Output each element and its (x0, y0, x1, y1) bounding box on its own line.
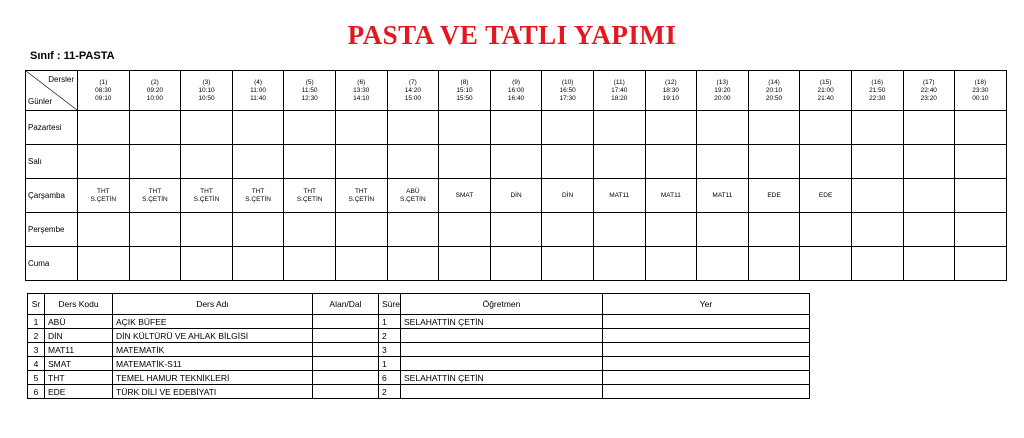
schedule-cell[interactable] (800, 247, 852, 281)
schedule-cell[interactable] (439, 179, 491, 213)
slot-header (851, 71, 903, 111)
legend-cell: 1 (379, 357, 401, 371)
schedule-cell[interactable] (851, 145, 903, 179)
schedule-cell[interactable] (284, 111, 336, 145)
legend-row (28, 371, 810, 385)
legend-cell: 6 (379, 371, 401, 385)
slot-header (903, 71, 955, 111)
day-row (26, 179, 1007, 213)
day-row (26, 247, 1007, 281)
cell-course-code: EDE (818, 191, 833, 199)
schedule-grid (25, 70, 1007, 281)
legend-header: Alan/Dal (313, 294, 379, 315)
schedule-cell[interactable] (232, 213, 284, 247)
slot-n: (16) (871, 78, 883, 86)
page-title: PASTA VE TATLI YAPIMI (347, 20, 677, 50)
schedule-cell[interactable] (542, 247, 594, 281)
slot-end: 10:00 (146, 94, 164, 102)
schedule-cell[interactable] (78, 179, 130, 213)
day-label: Pazartesi (26, 111, 78, 145)
schedule-cell[interactable] (697, 247, 749, 281)
slot-n: (12) (665, 78, 677, 86)
day-label: Cuma (26, 247, 78, 281)
schedule-cell[interactable] (542, 145, 594, 179)
slot-start: 22:40 (920, 86, 937, 94)
schedule-cell[interactable] (645, 145, 697, 179)
schedule-cell[interactable] (439, 213, 491, 247)
cell-course-code: MAT11 (660, 191, 681, 199)
schedule-cell[interactable] (181, 213, 233, 247)
legend-cell (313, 315, 379, 329)
legend-cell (603, 315, 810, 329)
schedule-cell[interactable] (955, 145, 1007, 179)
schedule-cell[interactable] (78, 111, 130, 145)
schedule-cell[interactable] (181, 179, 233, 213)
legend-cell (313, 343, 379, 357)
cell-course-code: THT (148, 187, 162, 195)
slot-n: (18) (974, 78, 987, 86)
slot-start: 10:10 (198, 86, 215, 94)
schedule-cell[interactable] (697, 213, 749, 247)
slot-n: (4) (254, 78, 263, 86)
slot-header (955, 71, 1007, 111)
slot-start: 11:50 (301, 86, 318, 94)
slot-header (387, 71, 439, 111)
slot-start: 21:00 (817, 86, 834, 94)
slot-end: 20:50 (765, 94, 783, 102)
schedule-cell[interactable] (181, 247, 233, 281)
schedule-cell[interactable] (335, 179, 387, 213)
schedule-cell[interactable] (284, 145, 336, 179)
schedule-cell[interactable] (800, 111, 852, 145)
slot-n: (1) (99, 78, 108, 86)
slot-header (697, 71, 749, 111)
schedule-cell[interactable] (542, 213, 594, 247)
legend-cell: ABÜ (45, 315, 113, 329)
cell-teacher: S.ÇETİN (348, 195, 375, 203)
legend-cell (313, 385, 379, 399)
legend-cell: 2 (379, 329, 401, 343)
slot-end: 22:30 (869, 94, 886, 102)
slot-header (129, 71, 181, 111)
slot-end: 23:20 (920, 94, 937, 102)
legend-cell: TÜRK DİLİ VE EDEBİYATI (113, 385, 313, 399)
legend-header: Yer (603, 294, 810, 315)
schedule-cell[interactable] (903, 179, 955, 213)
legend-cell: 6 (28, 385, 45, 399)
schedule-cell[interactable] (335, 213, 387, 247)
slot-n: (8) (460, 78, 469, 86)
legend-cell (401, 385, 603, 399)
schedule-cell[interactable] (800, 213, 852, 247)
day-label: Salı (26, 145, 78, 179)
schedule-cell[interactable] (748, 111, 800, 145)
slot-end: 00:10 (972, 94, 989, 102)
legend-row (28, 357, 810, 371)
legend-cell: 3 (379, 343, 401, 357)
schedule-cell[interactable] (748, 247, 800, 281)
slot-header (490, 71, 542, 111)
legend-cell: EDE (45, 385, 113, 399)
cell-teacher: S.ÇETİN (400, 195, 426, 203)
grid-corner-header (26, 71, 78, 111)
slot-n: (11) (613, 78, 625, 86)
slot-end: 11:40 (250, 94, 266, 102)
slot-end: 09:10 (95, 94, 112, 102)
schedule-cell[interactable] (748, 213, 800, 247)
slot-header (645, 71, 697, 111)
slot-n: (6) (357, 78, 366, 86)
legend-cell: SELAHATTİN ÇETİN (401, 315, 603, 329)
slot-start: 16:50 (559, 86, 576, 94)
legend-cell (603, 357, 810, 371)
schedule-cell[interactable] (335, 111, 387, 145)
slot-start: 20:10 (765, 86, 783, 94)
legend-cell: 5 (28, 371, 45, 385)
schedule-cell[interactable] (232, 145, 284, 179)
slot-end: 16:40 (507, 94, 525, 102)
schedule-cell[interactable] (181, 111, 233, 145)
cell-course-code: MAT11 (609, 191, 630, 199)
schedule-cell[interactable] (439, 111, 491, 145)
schedule-cell[interactable] (78, 247, 130, 281)
schedule-cell[interactable] (593, 179, 645, 213)
schedule-cell[interactable] (645, 247, 697, 281)
legend-cell (603, 371, 810, 385)
slot-start: 14:20 (404, 86, 421, 94)
slot-header (439, 71, 491, 111)
schedule-cell[interactable] (335, 145, 387, 179)
schedule-cell[interactable] (490, 247, 542, 281)
slot-start: 19:20 (714, 86, 731, 94)
legend-cell (401, 357, 603, 371)
schedule-cell[interactable] (697, 111, 749, 145)
course-legend-table (27, 293, 810, 399)
schedule-cell[interactable] (490, 213, 542, 247)
schedule-cell[interactable] (335, 247, 387, 281)
slot-n: (2) (150, 78, 159, 86)
schedule-cell[interactable] (851, 111, 903, 145)
schedule-cell[interactable] (955, 247, 1007, 281)
cell-course-code: THT (200, 187, 213, 195)
schedule-cell[interactable] (697, 145, 749, 179)
day-row (26, 145, 1007, 179)
slot-header (748, 71, 800, 111)
legend-cell (313, 357, 379, 371)
slot-end: 15:50 (456, 94, 473, 102)
schedule-cell[interactable] (284, 213, 336, 247)
schedule-cell[interactable] (748, 179, 800, 213)
cell-course-code: THT (96, 187, 110, 195)
legend-cell: DİN KÜLTÜRÜ VE AHLAK BİLGİSİ (113, 329, 313, 343)
slot-n: (17) (923, 78, 935, 86)
schedule-cell[interactable] (955, 213, 1007, 247)
schedule-cell[interactable] (387, 247, 439, 281)
schedule-cell[interactable] (129, 179, 181, 213)
legend-cell: SELAHATTİN ÇETİN (401, 371, 603, 385)
slot-n: (9) (512, 78, 521, 86)
slot-header (284, 71, 336, 111)
schedule-cell[interactable] (542, 111, 594, 145)
schedule-cell[interactable] (593, 111, 645, 145)
slot-header (593, 71, 645, 111)
cell-teacher: S.ÇETİN (90, 195, 117, 203)
cell-teacher: S.ÇETİN (245, 195, 271, 203)
slot-end: 14:10 (353, 94, 370, 102)
schedule-cell[interactable] (593, 247, 645, 281)
cell-course-code: THT (251, 187, 265, 195)
schedule-cell[interactable] (903, 111, 955, 145)
schedule-cell[interactable] (851, 247, 903, 281)
legend-cell: AÇIK BÜFEE (113, 315, 313, 329)
schedule-cell[interactable] (129, 247, 181, 281)
schedule-cell[interactable] (439, 247, 491, 281)
schedule-cell[interactable] (129, 145, 181, 179)
schedule-cell[interactable] (387, 213, 439, 247)
schedule-cell[interactable] (593, 213, 645, 247)
slot-header (181, 71, 233, 111)
day-row (26, 111, 1007, 145)
schedule-cell[interactable] (490, 111, 542, 145)
slot-n: (7) (408, 78, 417, 86)
cell-teacher: S.ÇETİN (193, 195, 220, 203)
legend-cell (603, 343, 810, 357)
cell-teacher: S.ÇETİN (296, 195, 323, 203)
schedule-cell[interactable] (232, 179, 284, 213)
schedule-cell[interactable] (748, 145, 800, 179)
legend-cell: 2 (28, 329, 45, 343)
slot-header (232, 71, 284, 111)
legend-cell (313, 371, 379, 385)
slot-end: 21:40 (817, 94, 834, 102)
legend-cell: 4 (28, 357, 45, 371)
slot-end: 15:00 (404, 94, 421, 102)
day-row (26, 213, 1007, 247)
legend-cell: 1 (379, 315, 401, 329)
schedule-cell[interactable] (851, 213, 903, 247)
slot-start: 15:10 (456, 86, 473, 94)
slot-start: 18:30 (662, 86, 679, 94)
slot-n: (13) (716, 78, 729, 86)
cell-teacher: S.ÇETİN (142, 195, 168, 203)
cell-course-code: DİN (562, 191, 574, 199)
cell-course-code: SMAT (455, 191, 474, 199)
schedule-cell[interactable] (490, 179, 542, 213)
schedule-cell[interactable] (903, 213, 955, 247)
schedule-cell[interactable] (387, 111, 439, 145)
cell-course-code: MAT11 (712, 191, 733, 199)
slot-start: 13:30 (353, 86, 370, 94)
slot-n: (5) (305, 78, 314, 86)
legend-header: Sr (28, 294, 45, 315)
slot-start: 23:30 (972, 86, 989, 94)
schedule-cell[interactable] (800, 145, 852, 179)
slot-header (78, 71, 130, 111)
class-label: Sınıf : 11-PASTA (30, 50, 115, 62)
schedule-cell[interactable] (697, 179, 749, 213)
legend-header: Ders Kodu (45, 294, 113, 315)
schedule-cell[interactable] (387, 179, 439, 213)
schedule-cell[interactable] (181, 145, 233, 179)
schedule-cell[interactable] (800, 179, 852, 213)
cell-course-code: DİN (510, 191, 522, 199)
slot-start: 11:00 (250, 86, 266, 94)
legend-cell: MATEMATİK-S11 (113, 357, 313, 371)
legend-header: Ders Adı (113, 294, 313, 315)
schedule-cell[interactable] (232, 247, 284, 281)
slot-start: 09:20 (146, 86, 164, 94)
corner-top-label: Dersler (48, 75, 74, 84)
legend-header: Öğretmen (401, 294, 603, 315)
schedule-cell[interactable] (78, 213, 130, 247)
slot-end: 12:30 (301, 94, 318, 102)
day-label: Perşembe (26, 213, 78, 247)
legend-header: Süre (379, 294, 401, 315)
cell-course-code: ABÜ (406, 187, 420, 195)
legend-cell (603, 385, 810, 399)
slot-start: 08:30 (95, 86, 112, 94)
cell-course-code: THT (354, 187, 368, 195)
legend-row (28, 385, 810, 399)
legend-cell (401, 343, 603, 357)
slot-end: 17:30 (559, 94, 576, 102)
day-label: Çarşamba (26, 179, 78, 213)
slot-start: 16:00 (507, 86, 525, 94)
legend-cell: THT (45, 371, 113, 385)
legend-row (28, 329, 810, 343)
slot-end: 19:10 (662, 94, 679, 102)
schedule-cell[interactable] (593, 145, 645, 179)
schedule-cell[interactable] (284, 179, 336, 213)
legend-cell: 3 (28, 343, 45, 357)
schedule-cell[interactable] (955, 111, 1007, 145)
legend-cell: MATEMATİK (113, 343, 313, 357)
legend-cell (603, 329, 810, 343)
cell-course-code: EDE (767, 191, 781, 199)
slot-start: 21:50 (869, 86, 886, 94)
schedule-cell[interactable] (903, 247, 955, 281)
slot-n: (3) (202, 78, 211, 86)
legend-cell (401, 329, 603, 343)
legend-cell: MAT11 (45, 343, 113, 357)
schedule-cell[interactable] (284, 247, 336, 281)
schedule-cell[interactable] (955, 179, 1007, 213)
legend-row (28, 343, 810, 357)
schedule-cell[interactable] (645, 179, 697, 213)
legend-cell: SMAT (45, 357, 113, 371)
legend-row (28, 315, 810, 329)
legend-cell: DİN (45, 329, 113, 343)
slot-end: 18:20 (611, 94, 628, 102)
slot-header (335, 71, 387, 111)
schedule-cell[interactable] (129, 111, 181, 145)
slot-end: 20:00 (714, 94, 731, 102)
schedule-cell[interactable] (232, 111, 284, 145)
schedule-cell[interactable] (542, 179, 594, 213)
schedule-cell[interactable] (439, 145, 491, 179)
slot-n: (14) (768, 78, 780, 86)
legend-cell: 2 (379, 385, 401, 399)
legend-cell: TEMEL HAMUR TEKNİKLERİ (113, 371, 313, 385)
schedule-cell[interactable] (387, 145, 439, 179)
schedule-cell[interactable] (490, 145, 542, 179)
cell-course-code: THT (303, 187, 316, 195)
slot-n: (15) (819, 78, 832, 86)
slot-header (542, 71, 594, 111)
schedule-cell[interactable] (645, 213, 697, 247)
schedule-cell[interactable] (851, 179, 903, 213)
schedule-cell[interactable] (645, 111, 697, 145)
schedule-cell[interactable] (78, 145, 130, 179)
schedule-cell[interactable] (129, 213, 181, 247)
slot-header (800, 71, 852, 111)
corner-bottom-label: Günler (28, 97, 53, 106)
schedule-cell[interactable] (903, 145, 955, 179)
legend-cell: 1 (28, 315, 45, 329)
slot-n: (10) (561, 78, 574, 86)
slot-end: 10:50 (198, 94, 215, 102)
legend-cell (313, 329, 379, 343)
slot-start: 17:40 (611, 86, 628, 94)
